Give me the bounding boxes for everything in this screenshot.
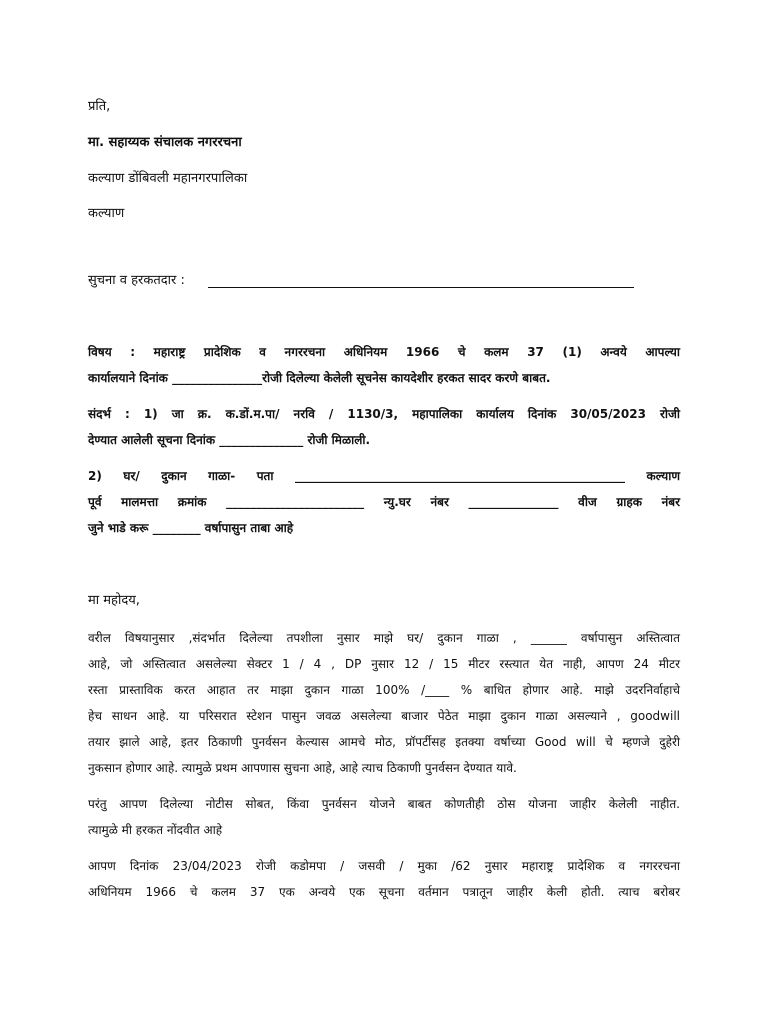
reference-2-line-2: पूर्व मालमत्ता क्रमांक _______________________ न्यु.घर नंबर _______________ वीज ग्राहक नंबर: [88, 495, 680, 509]
recipient-city: कल्याण: [88, 206, 125, 221]
reference-1-line-1: संदर्भ : 1) जा क्र. क.डों.म.पा/ नरवि / 1130/3, महापालिका कार्यालय दिनांक 30/05/2023 रोजी: [88, 407, 680, 421]
paragraph-2-line-2: त्यामुळे मी हरकत नोंदवीत आहे: [88, 823, 223, 837]
reference-1-line-2: देण्यात आलेली सूचना दिनांक ______________ रोजी मिळाली.: [88, 433, 370, 447]
objector-label: सुचना व हरकतदार :: [88, 273, 185, 288]
paragraph-1-line-2: आहे, जो अस्तित्वात असलेल्या सेक्टर 1 / 4 , DP नुसार 12 / 15 मीटर रस्त्यात येत नाही, आपण 24 मीटर: [88, 657, 680, 671]
paragraph-1-line-1: वरील विषयानुसार ,संदर्भात दिलेल्या तपशीला नुसार माझे घर/ दुकान गाळा , ______ वर्षापासुन अस्तित्वात: [88, 631, 680, 645]
paragraph-3-line-2: अधिनियम 1966 चे कलम 37 एक अन्वये एक सूचना वर्तमान पत्रातून जाहीर केली होती. त्याच बरोबर: [88, 885, 680, 899]
subject-line-2: कार्यालयाने दिनांक _______________रोजी दिलेल्या केलेली सूचनेस कायदेशीर हरकत सादर करणे बाबत.: [88, 371, 551, 385]
paragraph-2-line-1: परंतु आपण दिलेल्या नोटीस सोबत, किंवा पुनर्वसन योजने बाबत कोणतीही ठोस योजना जाहीर केलेली नाहीत.: [88, 797, 680, 811]
recipient-title: मा. सहाय्यक संचालक नगररचना: [88, 135, 242, 150]
paragraph-1-line-5: तयार झाले आहे, इतर ठिकाणी पुनर्वसन केल्यास आमचे मोठ, प्रॉपर्टीसह इतक्या वर्षाच्या Good will चे म्हणजे दुहेरी: [88, 735, 680, 749]
subject-line-1: विषय : महाराष्ट्र प्रादेशिक व नगररचना अधिनियम 1966 चे कलम 37 (1) अन्वये आपल्या: [88, 345, 680, 359]
recipient-org: कल्याण डोंबिवली महानगरपालिका: [88, 171, 248, 186]
paragraph-1-line-4: हेच साधन आहे. या परिसरात स्टेशन पासुन जवळ असलेल्या बाजार पेठेत माझा दुकान गाळा असल्याने , goodwill: [88, 709, 680, 723]
reference-2-line-1: 2) घर/ दुकान गाळा- पता _______________________________________________________ कल्याण: [88, 469, 680, 483]
greeting: मा महोदय,: [88, 593, 140, 608]
salutation-to: प्रति,: [88, 99, 111, 114]
paragraph-3-line-1: आपण दिनांक 23/04/2023 रोजी कडोमपा / जसवी / मुका /62 नुसार महाराष्ट्र प्रादेशिक व नगररचना: [88, 859, 680, 873]
paragraph-1-line-6: नुकसान होणार आहे. त्यामुळे प्रथम आपणास सुचना आहे, आहे त्याच ठिकाणी पुनर्वसन देण्यात यावे.: [88, 761, 517, 775]
reference-2-line-3: जुने भाडे करू ________ वर्षापासुन ताबा आहे: [88, 521, 294, 535]
paragraph-1-line-3: रस्ता प्रास्ताविक करत आहात तर माझा दुकान गाळा 100% /____ % बाधित होणार आहे. माझे उदरनिर्वाहाचे: [88, 683, 680, 697]
objector-blank-line: [208, 287, 634, 288]
